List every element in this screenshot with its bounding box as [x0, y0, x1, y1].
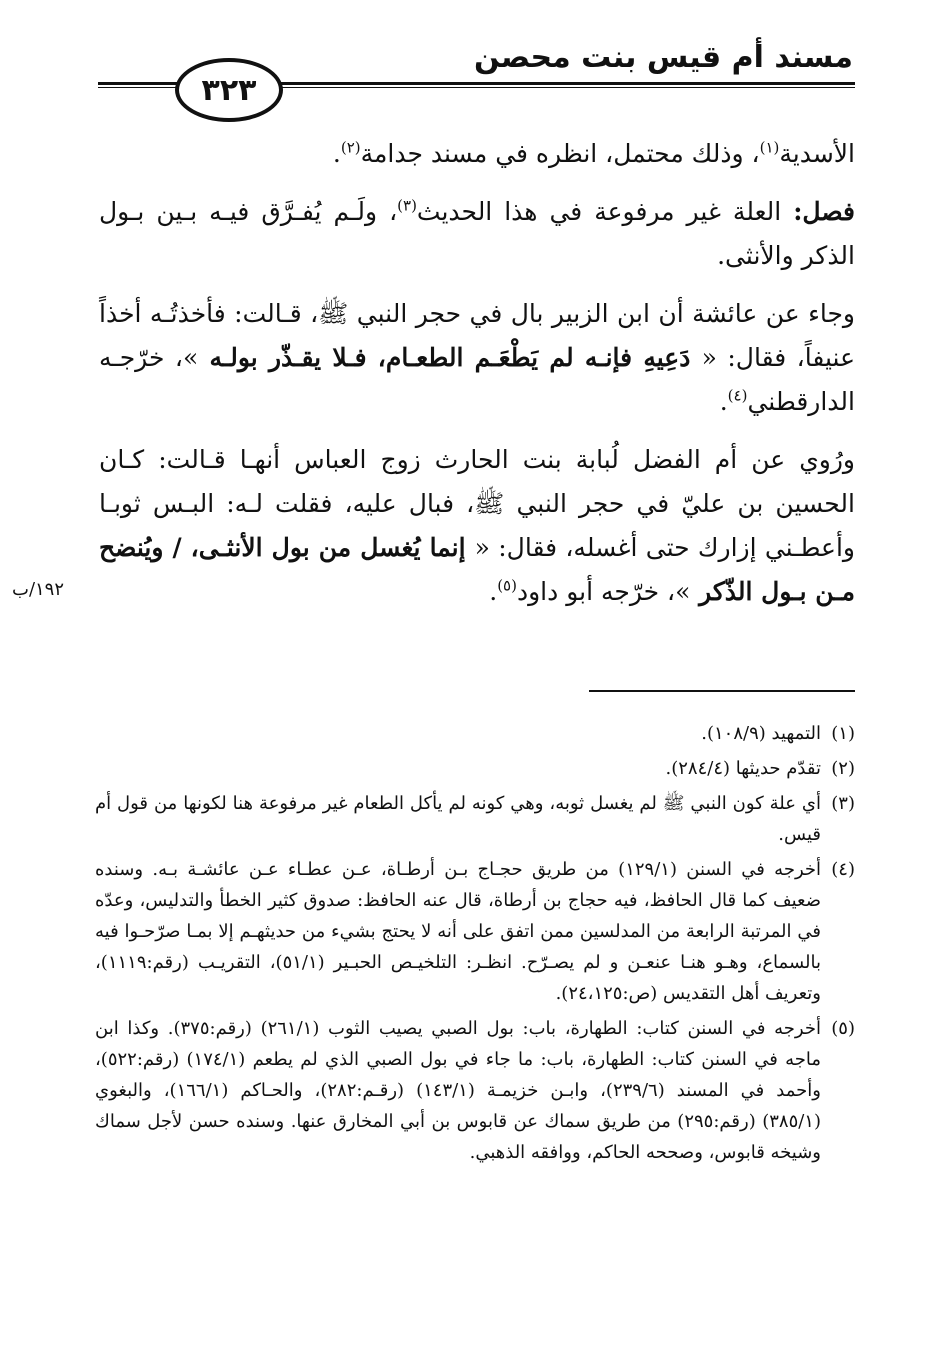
footnote — [95, 788, 855, 850]
footnote-ref-5: (٥) — [497, 576, 517, 595]
footnote-number: (٥) — [831, 1018, 855, 1039]
footnote-ref-1: (١) — [759, 138, 780, 157]
footnote-number: (١) — [831, 723, 855, 744]
footnote — [95, 1013, 855, 1168]
footnote-text: أخرجه في السنن كتاب: الطهارة، باب: بول الصبي يصيب الثوب (٢٦١/١) (رقم:٣٧٥). وكذا ابن ماجه في السنن كتاب: الطهارة، باب: ما جاء في بول الصبي الذي لم يطعم (١٧٤/١) (رقم:٥٢٢)، وأحمد في المسند (٢٣٩/٦)، وابـن خزيمـة (١٤٣/١) (رقـم:٢٨٢)، والحـاكم (١٦٦/١)، والبغوي (٣٨٥/١) (رقم:٢٩٥) من طريق سماك عن قابوس بن أبي المخارق عنها. وسنده حسن لأجل سماك وشيخه قابوس، وصححه الحاكم، ووافقه الذهبي. — [95, 1018, 822, 1163]
p4-text-a: ورُوي عن أم الفضل لُبابة بنت الحارث زوج العباس أنهـا قـالت: كـان الحسين بن عليّ في حجر النبي ﷺ، فبال عليه، فقلت لـه: البـس ثوبـا وأعطـني إزارك حتى أغسله، فقال: « — [99, 445, 855, 562]
p1-text-b: ، وذلك محتمل، انظره في مسند جدامة — [360, 139, 760, 168]
paragraph-2 — [99, 190, 855, 278]
hadith-quote-2: إنما يُغسل من بول الأنثـى، / ويُنضح مـن بـول الذّكر — [99, 533, 855, 606]
footnote-text: تقدّم حديثها (٢٨٤/٤). — [665, 758, 821, 779]
footnote — [95, 753, 855, 784]
p3-text-a: وجاء عن عائشة أن ابن الزبير بال في حجر النبي ﷺ، قـالت: فأخذتُـه أخذاً عنيفاً، فقال: « — [99, 299, 855, 372]
section-lead: فصل: — [793, 197, 855, 226]
paragraph-3 — [99, 292, 855, 424]
footnote-number: (٣) — [831, 793, 855, 814]
footnote-number: (٤) — [831, 859, 855, 880]
footnote — [95, 718, 855, 749]
page-number-oval — [175, 58, 283, 122]
page-number: ٣٢٣ — [201, 72, 257, 108]
footnote-ref-4: (٤) — [727, 386, 748, 405]
p2-text-b: ، ولَـم يُفـرَّق فيـه بـين بـول الذكر والأنثى. — [99, 197, 855, 270]
paragraph-1 — [99, 132, 855, 176]
hadith-quote-1: دَعِيهِ فإنـه لم يَطْعَـم الطعـام، فـلا يقـذّر بولـه — [198, 343, 702, 372]
main-text — [99, 132, 855, 628]
p2-text-a: العلة غير مرفوعة في هذا الحديث — [416, 197, 794, 226]
paragraph-4 — [99, 438, 855, 614]
p3-text-b: »، خرّجـه الدارقطني — [99, 343, 855, 416]
footnote — [95, 854, 855, 1009]
footnote-ref-2: (٢) — [340, 138, 361, 157]
p4-text-c: . — [489, 577, 498, 606]
p1-text-a: الأسدية — [779, 139, 855, 168]
footnote-ref-3: (٣) — [397, 196, 417, 215]
footnote-separator — [589, 690, 855, 692]
footnotes — [95, 718, 855, 1172]
p3-text-c: . — [719, 387, 728, 416]
footnote-text: أي علة كون النبي ﷺ لم يغسل ثوبه، وهي كونه لم يأكل الطعام غير مرفوعة هنا لكونها من قول أم قيس. — [95, 793, 821, 845]
footnote-number: (٢) — [831, 758, 855, 779]
p4-text-b: »، خرّجه أبو داود — [516, 577, 691, 606]
p1-text-c: . — [332, 139, 341, 168]
manuscript-folio-note: ١٩٢/ب — [12, 579, 65, 600]
running-header-title: مسند أم قيس بنت محصن — [473, 40, 853, 75]
footnote-text: أخرجه في السنن (١٢٩/١) من طريق حجـاج بـن أرطـاة، عـن عطـاء عـن عائشـة بـه. وسنده ضعيف كما قال الحافظ، فيه حجاج بن أرطاة، قال عنه الحافظ: صدوق كثير الخطأ والتدليس، وعدّه في المرتبة الرابعة من المدلسين ممن اتفق على أنه لا يحتج بشيء من حديثهـم إلا بمـا صرّحـوا فيه بالسماع، وهـو هنـا عنعـن و لم يصـرّح. انظـر: التلخيـص الحبـير (٥١/١)، التقريـب (رقم:١١١٩)، وتعريف أهل التقديس (ص:٢٤،١٢٥). — [95, 859, 821, 1004]
footnote-text: التمهيد (١٠٨/٩). — [701, 723, 821, 744]
